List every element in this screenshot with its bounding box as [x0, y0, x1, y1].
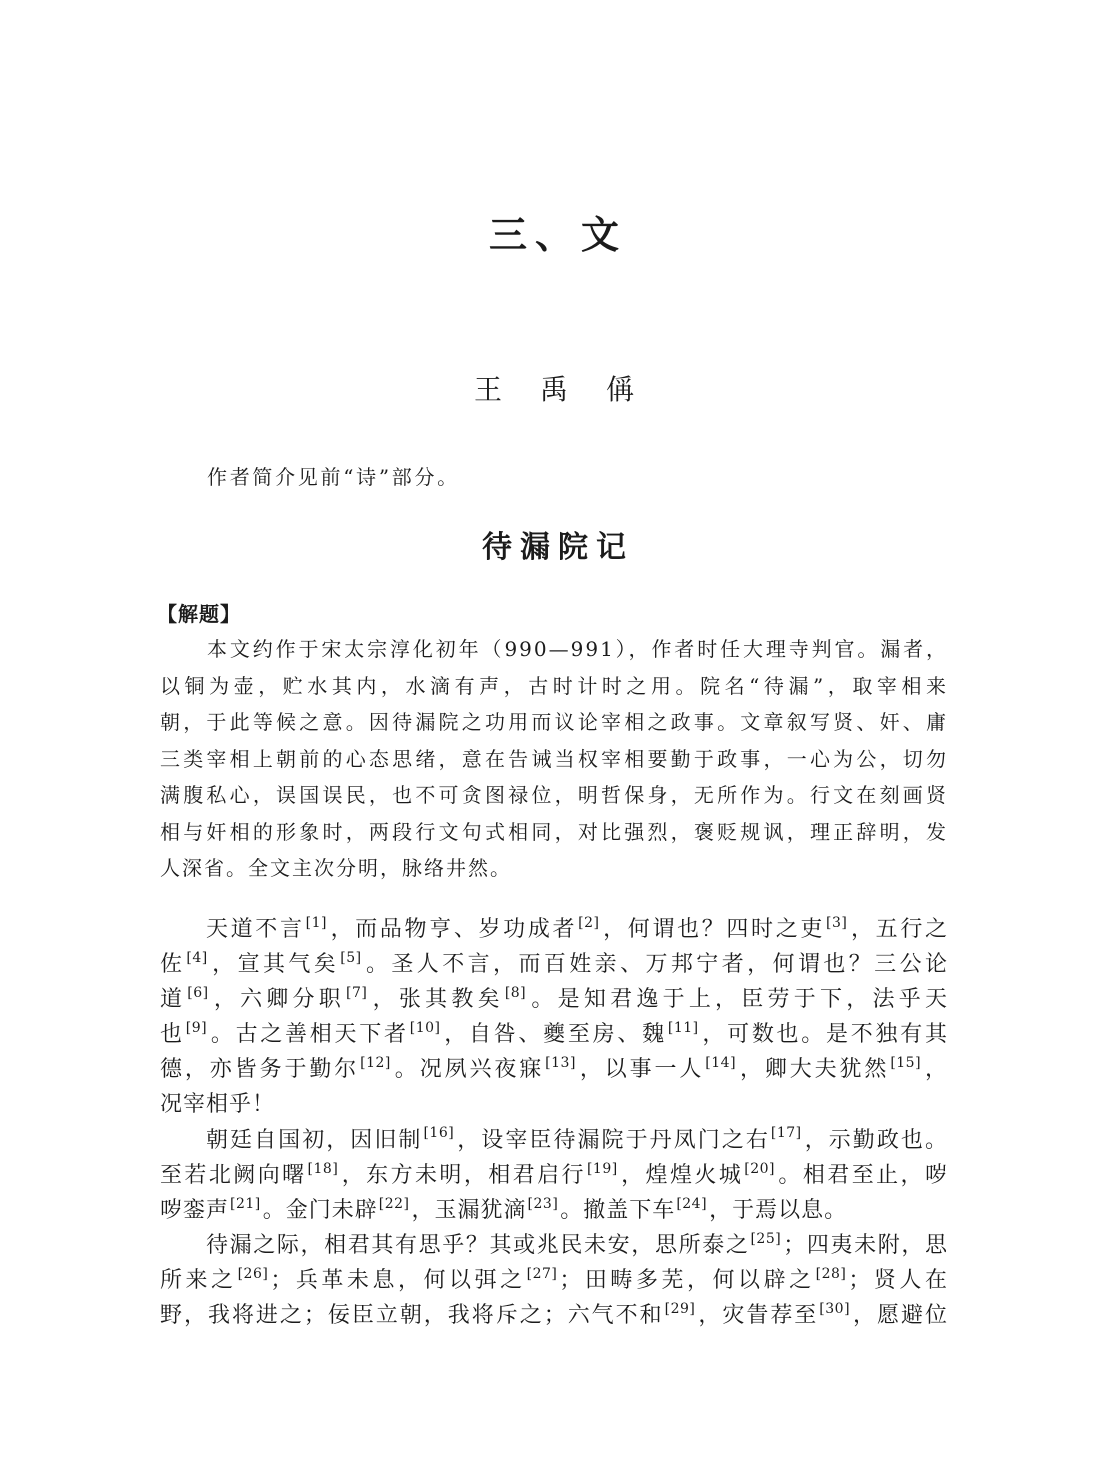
- text-segment: 。圣人不言，而百姓亲、万邦宁者，何谓也？三公论: [363, 952, 948, 978]
- text-segment: ，可数也。是不独有其: [700, 1022, 948, 1048]
- footnote-marker: [17]: [770, 1125, 802, 1142]
- footnote-marker: [12]: [360, 1055, 391, 1072]
- text-segment: ；贤人在: [848, 1267, 948, 1293]
- paragraph: [160, 1123, 948, 1228]
- text-line: [160, 1123, 948, 1158]
- text-segment: 待漏之际，相君其有思乎？其或兆民未安，思所泰之: [206, 1232, 750, 1258]
- footnote-marker: [22]: [378, 1195, 410, 1212]
- paragraph: [160, 1228, 948, 1333]
- text-segment: ，设宰臣待漏院于丹凤门之右: [456, 1127, 770, 1153]
- text-segment: ，以事一人: [577, 1057, 705, 1083]
- text-segment: ；田畴多芜，何以辟之: [559, 1267, 815, 1293]
- text-segment: ，玉漏犹滴: [411, 1197, 527, 1223]
- footnote-marker: [9]: [185, 1020, 208, 1037]
- text-segment: 三类宰相上朝前的心态思绪，意在告诫当权宰相要勤于政事，一心为公，切勿: [160, 746, 948, 771]
- footnote-marker: [29]: [664, 1300, 696, 1317]
- footnote-marker: [24]: [676, 1195, 708, 1212]
- text-segment: ，宣其气矣: [209, 952, 340, 978]
- paragraph: [160, 631, 948, 887]
- text-line: [160, 704, 948, 741]
- text-segment: 佐: [160, 952, 186, 978]
- text-segment: 也: [160, 1022, 185, 1048]
- text-segment: ，灾眚荐至: [697, 1303, 819, 1329]
- text-segment: 。古之善相天下者: [209, 1022, 409, 1048]
- footnote-marker: [26]: [237, 1265, 269, 1282]
- text-segment: 野，我将进之；佞臣立朝，我将斥之；六气不和: [160, 1303, 664, 1329]
- text-segment: 以铜为壶，贮水其内，水滴有声，古时计时之用。院名“待漏”，取宰相来: [160, 673, 948, 698]
- footnote-marker: [5]: [340, 950, 362, 966]
- text-segment: ，张其教矣: [369, 987, 504, 1013]
- text-line: [160, 777, 948, 814]
- text-line: [160, 912, 948, 947]
- text-segment: ，六卿分职: [210, 987, 346, 1013]
- text-line: [160, 1228, 948, 1263]
- text-segment: 天道不言: [206, 917, 305, 942]
- text-segment: 朝廷自国初，因旧制: [206, 1127, 423, 1153]
- text-segment: 。是知君逸于上，臣劳于下，法乎天: [528, 987, 948, 1013]
- text-segment: 相与奸相的形象时，两段行文句式相同，对比强烈，褒贬规讽，理正辞明，发: [160, 819, 948, 844]
- text-line: [160, 668, 948, 705]
- text-segment: ，于焉以息。: [709, 1197, 848, 1223]
- author-intro-note: 作者简介见前“诗”部分。: [207, 465, 460, 489]
- text-segment: ，: [923, 1057, 948, 1083]
- footnote-marker: [15]: [890, 1055, 922, 1072]
- text-segment: 。金门未辟: [262, 1197, 378, 1223]
- text-line: [160, 1298, 948, 1333]
- footnote-marker: [6]: [187, 985, 209, 1002]
- footnote-marker: [2]: [578, 914, 600, 931]
- footnote-marker: [27]: [526, 1265, 558, 1282]
- text-line: [160, 1193, 948, 1228]
- footnote-marker: [25]: [750, 1230, 782, 1247]
- text-segment: ，而品物亨、岁功成者: [328, 917, 578, 942]
- footnote-marker: [30]: [819, 1300, 851, 1317]
- text-line: [160, 631, 948, 668]
- author-name: 王禹偁: [473, 373, 672, 406]
- text-segment: ，煌煌火城: [619, 1162, 744, 1188]
- text-line: [160, 947, 948, 982]
- footnote-marker: [23]: [527, 1195, 559, 1212]
- text-segment: ，五行之: [849, 917, 948, 942]
- text-segment: 人深省。全文主次分明，脉络井然。: [160, 856, 512, 880]
- text-segment: ，东方未明，相君启行: [340, 1162, 586, 1188]
- footnote-marker: [20]: [744, 1160, 775, 1177]
- text-line: [160, 1087, 948, 1122]
- footnote-marker: [4]: [186, 950, 208, 966]
- text-segment: 满腹私心，误国误民，也不可贪图禄位，明哲保身，无所作为。行文在刻画贤: [160, 783, 948, 807]
- footnote-marker: [18]: [307, 1160, 339, 1177]
- text-line: [160, 1017, 948, 1052]
- text-line: [160, 1052, 948, 1087]
- text-line: [160, 1263, 948, 1298]
- text-segment: ，何谓也？四时之吏: [601, 917, 826, 942]
- text-segment: 哕銮声: [160, 1197, 230, 1223]
- footnote-marker: [21]: [230, 1195, 261, 1212]
- essay-body: [160, 912, 948, 1333]
- text-segment: ，愿避位: [852, 1303, 948, 1329]
- text-segment: 至若北阙向曙: [160, 1162, 307, 1188]
- text-segment: 本文约作于宋太宗淳化初年（990—991），作者时任大理寺判官。漏者，: [207, 637, 948, 661]
- footnote-marker: [16]: [423, 1125, 455, 1142]
- footnote-marker: [3]: [826, 914, 848, 931]
- essay-title: 待漏院记: [482, 530, 634, 565]
- text-segment: 。况夙兴夜寐: [392, 1057, 545, 1083]
- text-segment: ；兵革未息，何以弭之: [270, 1267, 526, 1293]
- text-line: [160, 850, 948, 887]
- text-segment: 。相君至止，哕: [777, 1162, 948, 1188]
- text-segment: 道: [160, 987, 187, 1013]
- section-title: 三、文: [488, 212, 627, 257]
- text-line: [160, 814, 948, 851]
- text-segment: ；四夷未附，思: [783, 1232, 948, 1258]
- text-segment: 况宰相乎！: [160, 1092, 276, 1118]
- footnote-marker: [8]: [504, 985, 527, 1002]
- text-line: [160, 741, 948, 778]
- text-segment: ，示勤政也。: [803, 1127, 948, 1153]
- footnote-marker: [11]: [667, 1020, 699, 1037]
- footnote-marker: [19]: [586, 1160, 618, 1177]
- jieti-heading: 【解题】: [157, 602, 241, 626]
- text-segment: 所来之: [160, 1267, 237, 1293]
- jieti-text: [160, 631, 948, 887]
- footnote-marker: [13]: [545, 1055, 576, 1072]
- footnote-marker: [7]: [346, 985, 368, 1002]
- paragraph: [160, 912, 948, 1123]
- text-segment: ，卿大夫犹然: [738, 1057, 890, 1083]
- footnote-marker: [1]: [305, 914, 327, 931]
- text-segment: 。撤盖下车: [560, 1197, 676, 1223]
- footnote-marker: [14]: [705, 1055, 737, 1072]
- text-line: [160, 982, 948, 1017]
- footnote-marker: [10]: [409, 1020, 441, 1037]
- text-segment: ，自咎、夔至房、魏: [442, 1022, 667, 1048]
- footnote-marker: [28]: [815, 1265, 847, 1282]
- text-segment: 朝，于此等候之意。因待漏院之功用而议论宰相之政事。文章叙写贤、奸、庸: [160, 710, 948, 734]
- text-line: [160, 1158, 948, 1193]
- text-segment: 德，亦皆务于勤尔: [160, 1057, 360, 1083]
